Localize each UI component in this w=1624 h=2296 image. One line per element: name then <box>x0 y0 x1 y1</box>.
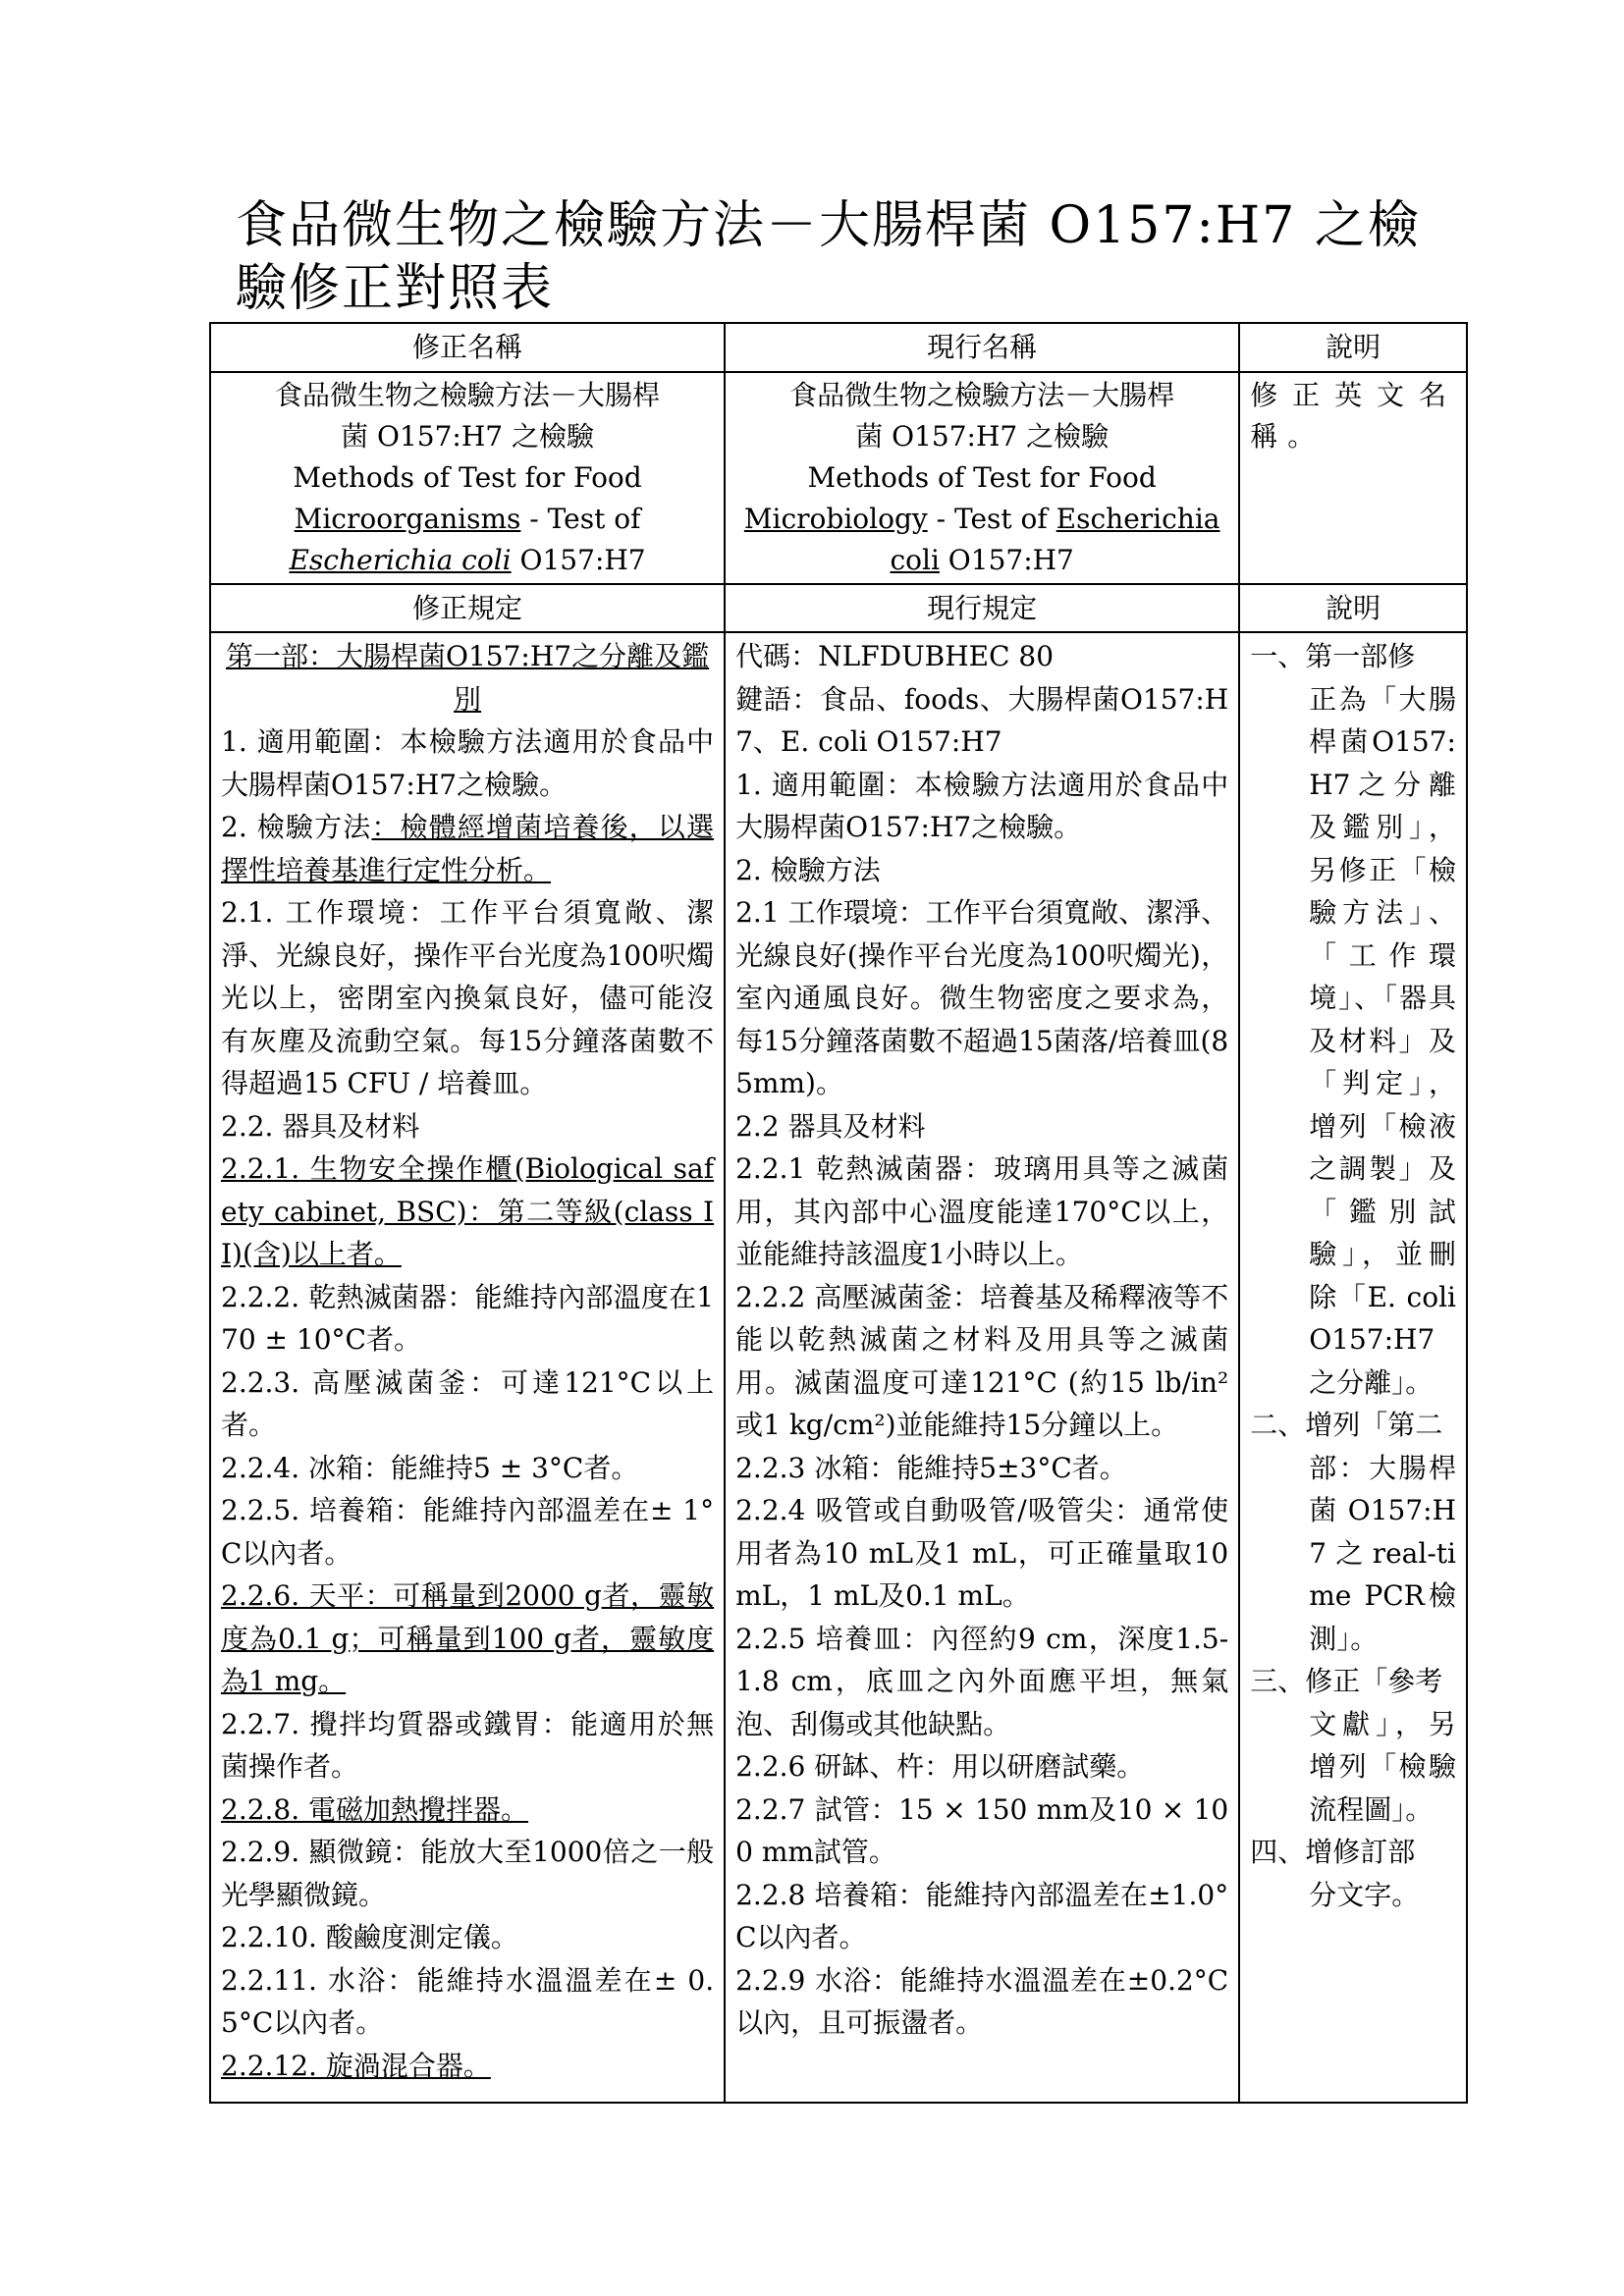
revised-rule-item <box>221 1831 714 1916</box>
revised-rule-item <box>221 1959 714 2045</box>
revised-rule-item <box>221 806 714 891</box>
current-name-en2-genus: Escherichia <box>1056 502 1220 535</box>
current-rule-item <box>735 1105 1228 1148</box>
current-rule-item-text: 鍵語：食品、foods、大腸桿菌O157:H7、E. coli O157:H7 <box>735 682 1229 758</box>
revised-rule-item-text: 2.2.7. 攪拌均質器或鐵胃：能適用於無菌操作者。 <box>221 1707 715 1783</box>
current-rule-item <box>735 1447 1228 1490</box>
current-rule-item-text: 2.2.5 培養皿：內徑約9 cm，深度1.5-1.8 cm，底皿之內外面應平坦，無氣泡、刮傷或其他缺點。 <box>735 1622 1229 1740</box>
current-rule-item-text: 2.2.2 高壓滅菌釜：培養基及稀釋液等不能以乾熱滅菌之材料及用具等之滅菌用。滅菌溫度可達121°C (約15 lb/in²或1 kg/cm²)並能維持15分鐘以上。 <box>735 1280 1229 1441</box>
notes-cell <box>1239 632 1467 2103</box>
current-name-cell <box>725 372 1239 584</box>
revised-rule-item <box>221 1276 714 1362</box>
header-name-current: 現行名稱 <box>725 323 1239 372</box>
current-name-en3 <box>735 540 1228 581</box>
revised-rule-item-text: 2.2.11. 水浴：能維持水溫溫差在± 0.5°C以內者。 <box>221 1963 715 2039</box>
note-item <box>1250 635 1456 1404</box>
revised-rule-item-text: 2.2.5. 培養箱：能維持內部溫差在± 1°C以內者。 <box>221 1494 715 1570</box>
revised-rule-item-underlined: 第一部：大腸桿菌O157:H7之分離及鑑別 <box>226 640 710 716</box>
current-rule-item <box>735 635 1228 678</box>
revised-rule-item <box>221 1916 714 1959</box>
current-name-en3-rest: O157:H7 <box>939 543 1074 576</box>
current-rule-item <box>735 1959 1228 2045</box>
current-rule-item-text: 2. 檢驗方法 <box>735 853 881 886</box>
name-row <box>210 372 1467 584</box>
header-name-note: 說明 <box>1239 323 1467 372</box>
current-rule-item <box>735 1789 1228 1874</box>
note-lead: 二、增列「第二 <box>1250 1409 1443 1441</box>
revised-rule-item-text: 2.2.9. 顯微鏡：能放大至1000倍之一般光學顯微鏡。 <box>221 1836 715 1911</box>
current-rule-item-text: 2.2.4 吸管或自動吸管/吸管尖：通常使用者為10 mL及1 mL，可正確量取10 mL，1 mL及0.1 mL。 <box>735 1494 1229 1612</box>
note-lead: 四、增修訂部 <box>1250 1836 1416 1868</box>
revised-rule-item-text: 2.2. 器具及材料 <box>221 1109 420 1143</box>
revised-rule-item <box>221 1362 714 1447</box>
current-name-zh2: 菌 O157:H7 之檢驗 <box>855 419 1110 453</box>
revised-name-en2-rest: - Test of <box>520 502 641 535</box>
current-name-en3-species: coli <box>890 543 940 576</box>
current-rule-item <box>735 1276 1228 1447</box>
revised-rule-item-text: 2.2.2. 乾熱滅菌器：能維持內部溫度在170 ± 10°C者。 <box>221 1280 715 1356</box>
current-name-en2-underlined: Microbiology <box>743 502 928 535</box>
current-rule-item-text: 2.2.9 水浴：能維持水溫溫差在±0.2°C以內，且可振盪者。 <box>735 1963 1229 2039</box>
current-rule-item <box>735 1618 1228 1746</box>
current-rule-item-text: 2.2.3 冰箱：能維持5±3°C者。 <box>735 1451 1127 1484</box>
note-lead: 一、第一部修 <box>1250 640 1416 672</box>
revised-rule-item-text: 2.2.10. 酸鹼度測定儀。 <box>221 1921 518 1953</box>
note-item <box>1250 1660 1456 1831</box>
revised-rule-item <box>221 635 714 721</box>
header-rules-note: 說明 <box>1239 584 1467 633</box>
note-lead: 三、修正「參考 <box>1250 1665 1443 1697</box>
current-rule-item-text: 2.2.7 試管：15 × 150 mm及10 × 100 mm試管。 <box>735 1792 1229 1868</box>
current-rule-item <box>735 849 1228 892</box>
header-rules-current: 現行規定 <box>725 584 1239 633</box>
current-name-en2 <box>735 499 1228 540</box>
header-name-revised: 修正名稱 <box>210 323 725 372</box>
revised-rule-item-text: 2. 檢驗方法 <box>221 811 372 843</box>
revised-name-zh1: 食品微生物之檢驗方法－大腸桿 <box>275 378 661 411</box>
current-rule-item-text: 1. 適用範圍：本檢驗方法適用於食品中大腸桿菌O157:H7之檢驗。 <box>735 768 1229 843</box>
revised-rule-item-underlined: 2.2.1. 生物安全操作櫃(Biological safety cabinet, BSC)：第二等級(class II)(含)以上者。 <box>221 1152 715 1270</box>
header-rules-revised: 修正規定 <box>210 584 725 633</box>
current-rule-item-text: 2.1 工作環境：工作平台須寬敞、潔淨、光線良好(操作平台光度為100呎燭光)，室內通風良好。微生物密度之要求為，每15分鐘落菌數不超過15菌落/培養皿(85mm)。 <box>735 896 1229 1099</box>
revised-rule-item-underlined: 2.2.6. 天平：可稱量到2000 g者，靈敏度為0.1 g；可稱量到100 g者，靈敏度為1 mg。 <box>221 1579 715 1697</box>
note-rest: 文獻」，另增列「檢驗流程圖」。 <box>1309 1707 1456 1826</box>
current-rule-item <box>735 678 1228 764</box>
current-rules-cell <box>725 632 1239 2103</box>
revised-rule-item-underlined: ：檢體經增菌培養後，以選擇性培養基進行定性分析。 <box>221 811 715 886</box>
revised-rule-item <box>221 1789 714 1832</box>
revised-name-en2 <box>221 499 714 540</box>
revised-rule-item-text: 2.1. 工作環境：工作平台須寬敞、潔淨、光線良好，操作平台光度為100呎燭光以上，密閉室內換氣良好，儘可能沒有灰塵及流動空氣。每15分鐘落菌數不得超過15 CFU / 培養皿。 <box>221 896 715 1099</box>
current-name-zh1: 食品微生物之檢驗方法－大腸桿 <box>789 378 1175 411</box>
revised-name-en3 <box>221 540 714 581</box>
revised-rule-item <box>221 1148 714 1276</box>
current-rule-item <box>735 1745 1228 1789</box>
revised-name-zh2: 菌 O157:H7 之檢驗 <box>341 419 594 453</box>
revised-rule-item-underlined: 2.2.8. 電磁加熱攪拌器。 <box>221 1792 529 1826</box>
note-rest: 部：大腸桿菌O157:H7之real-time PCR檢測」。 <box>1309 1451 1456 1655</box>
revised-name-en3-rest: O157:H7 <box>511 543 646 576</box>
comparison-table <box>209 322 1468 2104</box>
current-rule-item-text: 代碼：NLFDUBHEC 80 <box>735 640 1055 672</box>
current-rule-item-text: 2.2 器具及材料 <box>735 1109 926 1143</box>
note-item <box>1250 1831 1456 1916</box>
current-rule-item <box>735 1489 1228 1618</box>
revised-rule-item-underlined: 2.2.12. 旋渦混合器。 <box>221 2049 491 2082</box>
revised-rule-item <box>221 891 714 1105</box>
revised-name-en3-species: Escherichia coli <box>289 543 512 576</box>
current-rule-item-text: 2.2.8 培養箱：能維持內部溫差在±1.0°C以內者。 <box>735 1878 1229 1953</box>
rules-row <box>210 632 1467 2103</box>
rules-header-row <box>210 584 1467 633</box>
revised-rule-item <box>221 1447 714 1490</box>
revised-rules-cell <box>210 632 725 2103</box>
revised-rule-item <box>221 1575 714 1703</box>
current-name-en1: Methods of Test for Food <box>807 460 1157 494</box>
name-note-cell: 修正英文名稱。 <box>1239 372 1467 584</box>
revised-rule-item <box>221 1489 714 1575</box>
revised-rule-item-text: 2.2.3. 高壓滅菌釜：可達121°C以上者。 <box>221 1365 715 1441</box>
revised-name-en2-underlined: Microorganisms <box>294 502 521 535</box>
current-rule-item <box>735 1148 1228 1276</box>
revised-rule-item <box>221 721 714 806</box>
current-rule-item <box>735 1874 1228 1959</box>
current-rule-item-text: 2.2.6 研缽、杵：用以研磨試藥。 <box>735 1750 1145 1783</box>
name-header-row <box>210 323 1467 372</box>
revised-rule-item <box>221 2045 714 2088</box>
note-item <box>1250 1404 1456 1660</box>
revised-rule-item-text: 1. 適用範圍：本檢驗方法適用於食品中大腸桿菌O157:H7之檢驗。 <box>221 725 715 801</box>
page-title: 食品微生物之檢驗方法－大腸桿菌 O157:H7 之檢驗修正對照表 <box>236 196 1421 318</box>
current-rule-item <box>735 891 1228 1105</box>
note-rest: 分文字。 <box>1309 1878 1420 1911</box>
revised-name-cell <box>210 372 725 584</box>
revised-rule-item <box>221 1105 714 1148</box>
current-rule-item-text: 2.2.1 乾熱滅菌器：玻璃用具等之滅菌用，其內部中心溫度能達170°C以上，並能維持該溫度1小時以上。 <box>735 1152 1229 1270</box>
revised-name-en1: Methods of Test for Food <box>293 460 642 494</box>
note-rest: 正為「大腸桿菌O157:H7之分離及鑑別」，另修正「檢驗方法」、「工作環境」、「器具及材料」及「判定」，增列「檢液之調製」及「鑑別試驗」，並刪除「E. coli O157:H7之分離」。 <box>1309 682 1456 1399</box>
revised-rule-item-text: 2.2.4. 冰箱：能維持5 ± 3°C者。 <box>221 1451 639 1484</box>
revised-rule-item <box>221 1703 714 1789</box>
current-rule-item <box>735 764 1228 849</box>
current-name-en2-rest: - Test of <box>927 502 1056 535</box>
